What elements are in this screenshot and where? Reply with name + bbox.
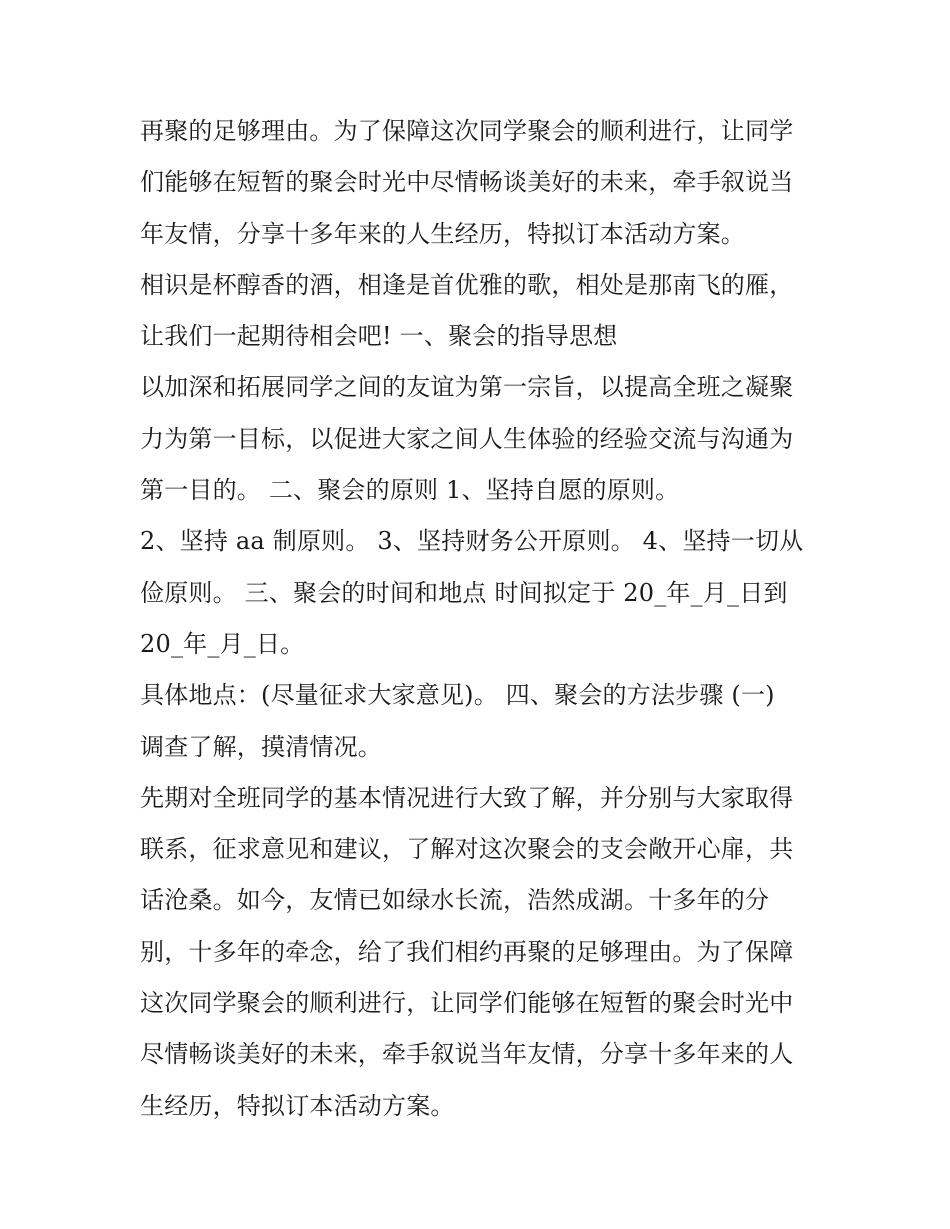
- text-line: 话沧桑。如今，友情已如绿水长流，浩然成湖。十多年的分: [140, 886, 770, 915]
- text-line: 俭原则。 三、聚会的时间和地点 时间拟定于 20_年_月_日到: [140, 578, 788, 607]
- text-line: 联系，征求意见和建议，了解对这次聚会的支会敞开心扉，共: [140, 835, 794, 864]
- text-line: 第一目的。 二、聚会的原则 1、坚持自愿的原则。: [140, 476, 680, 505]
- text-line: 这次同学聚会的顺利进行，让同学们能够在短暂的聚会时光中: [140, 989, 794, 1018]
- text-line: 调查了解，摸清情况。: [140, 732, 382, 761]
- text-line: 相识是杯醇香的酒，相逢是首优雅的歌，相处是那南飞的雁，: [140, 270, 794, 299]
- text-line: 别，十多年的牵念，给了我们相约再聚的足够理由。为了保障: [140, 937, 794, 966]
- text-line: 们能够在短暂的聚会时光中尽情畅谈美好的未来，牵手叙说当: [140, 168, 794, 197]
- text-line: 让我们一起期待相会吧! 一、聚会的指导思想: [140, 322, 618, 351]
- text-line: 具体地点：(尽量征求大家意见)。 四、聚会的方法步骤 (一): [140, 681, 775, 710]
- text-line: 力为第一目标，以促进大家之间人生体验的经验交流与沟通为: [140, 424, 794, 453]
- text-line: 年友情，分享十多年来的人生经历，特拟订本活动方案。: [140, 219, 745, 248]
- text-line: 2、坚持 aa 制原则。 3、坚持财务公开原则。 4、坚持一切从: [140, 527, 804, 556]
- text-line: 再聚的足够理由。为了保障这次同学聚会的顺利进行，让同学: [140, 117, 794, 145]
- text-line: 20_年_月_日。: [140, 629, 305, 658]
- text-line: 先期对全班同学的基本情况进行大致了解，并分别与大家取得: [140, 783, 794, 812]
- text-line: 以加深和拓展同学之间的友谊为第一宗旨，以提高全班之凝聚: [140, 373, 794, 402]
- text-line: 生经历，特拟订本活动方案。: [140, 1091, 455, 1120]
- text-line: 尽情畅谈美好的未来，牵手叙说当年友情，分享十多年来的人: [140, 1040, 794, 1069]
- document-body: [140, 106, 820, 1132]
